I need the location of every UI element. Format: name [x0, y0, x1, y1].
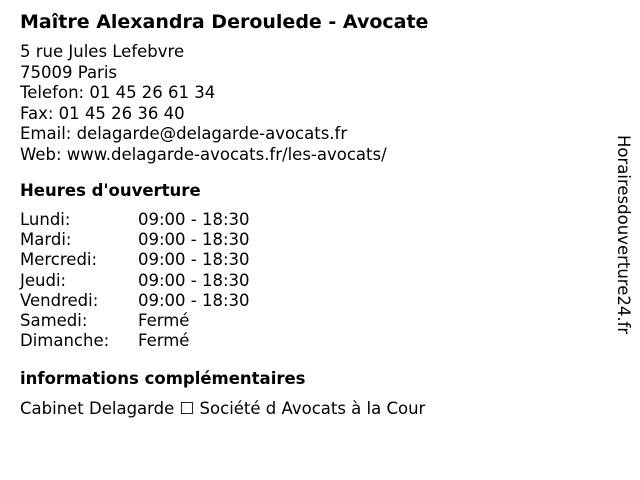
hours-row-thursday — [20, 271, 610, 291]
time-value: 09:00 - 18:30 — [138, 290, 250, 310]
hours-row-tuesday — [20, 230, 610, 250]
additional-info-heading: informations complémentaires — [20, 369, 306, 389]
time-value: 09:00 - 18:30 — [138, 230, 250, 250]
hours-row-monday — [20, 210, 610, 230]
day-label: Lundi: — [20, 210, 71, 229]
email-address: Email: delagarde@delagarde-avocats.fr — [20, 124, 348, 143]
opening-hours-heading: Heures d'ouverture — [20, 181, 201, 200]
website-address: Web: www.delagarde-avocats.fr/les-avocats/ — [20, 144, 387, 164]
fax-number: Fax: 01 45 26 36 40 — [20, 103, 185, 123]
time-value: Fermé — [138, 311, 190, 331]
day-label: Mercredi: — [20, 250, 98, 270]
hours-row-sunday — [20, 331, 610, 351]
day-label: Vendredi: — [20, 290, 99, 310]
business-listing — [20, 10, 610, 419]
additional-info-text: Cabinet Delagarde ☐ Société d Avocats à la Cour — [20, 399, 426, 419]
phone-number: Telefon: 01 45 26 61 34 — [20, 83, 216, 102]
day-label: Samedi: — [20, 311, 88, 331]
hours-row-friday — [20, 291, 610, 311]
site-watermark: Horairesdouverture24.fr — [614, 135, 633, 335]
day-label: Mardi: — [20, 230, 72, 250]
day-label: Jeudi: — [20, 270, 67, 290]
page-title: Maître Alexandra Deroulede - Avocate — [20, 11, 429, 33]
hours-row-saturday — [20, 311, 610, 331]
hours-row-wednesday — [20, 250, 610, 270]
time-value: 09:00 - 18:30 — [138, 270, 250, 290]
day-label: Dimanche: — [20, 331, 110, 351]
time-value: 09:00 - 18:30 — [138, 210, 250, 229]
address-block — [20, 42, 610, 165]
time-value: Fermé — [138, 331, 190, 351]
street-address: 5 rue Jules Lefebvre — [20, 42, 185, 61]
postal-city: 75009 Paris — [20, 62, 118, 82]
opening-hours-table — [20, 210, 610, 351]
time-value: 09:00 - 18:30 — [138, 250, 250, 270]
